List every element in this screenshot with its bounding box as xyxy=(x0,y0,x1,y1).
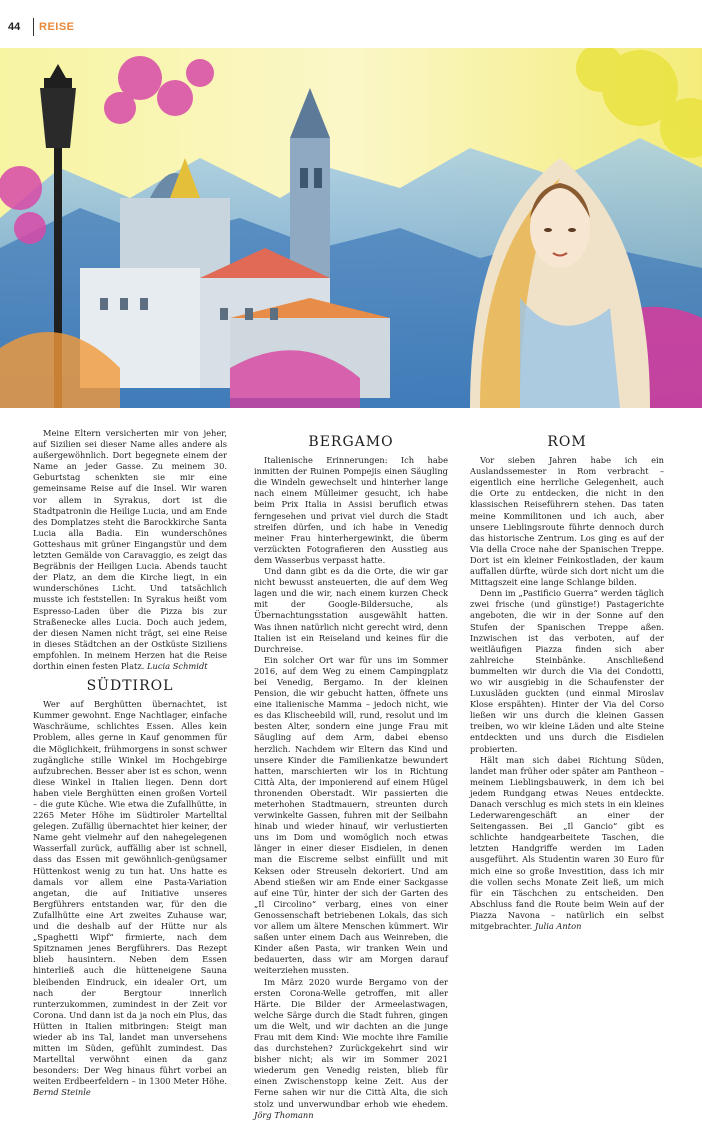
rom-paragraph-1: Vor sieben Jahren habe ich ein Auslandssemester in Rom verbracht – eigentlich eine herrliche Gelegenheit, auch die Orte zu entdecken, die nicht in den klassischen Reiseführern stehen. Das taten meine Kommilitonen und ich auch, aber unsere Lieblingsroute führte dennoch durch das historische Zentrum. Los ging es auf der Via della Croce nahe der Spanischen Treppe. Dort ist ein kleiner Feinkostladen, der kaum auffallen dürfte, würde sich dort nicht um die Mittagszeit eine lange Schlange bilden. xyxy=(470,455,664,588)
rom-heading: ROM xyxy=(547,434,587,450)
bergamo-heading: BERGAMO xyxy=(308,434,394,450)
section-label: REISE xyxy=(39,21,75,33)
text-column-3 xyxy=(470,428,664,932)
suedtirol-author: Bernd Steinle xyxy=(33,1087,91,1098)
bergamo-paragraph-2: Und dann gibt es da die Orte, die wir gar nicht bewusst ansteuerten, die auf dem Weg lagen und die wir, nach einem kurzen Check mit der Google-Bildersuche, als Übernachtungsstation ausgewählt hatten. Was ihnen natürlich nicht gerecht wird, denn Italien ist ein Reiseland und keines für die Durchreise. xyxy=(254,566,448,654)
bergamo-paragraph-3: Ein solcher Ort war für uns im Sommer 2016, auf dem Weg zu einem Campingplatz bei Venedig, Bergamo. In der kleinen Pension, die wir gebucht hatten, öffnete uns eine italienische Mamma – jedoch nicht, wie es das Klischeebild will, rund, resolut und im besten Alter, sondern eine junge Frau mit Säugling auf dem Arm, dabei ebenso herzlich. Nachdem wir Eltern das Kind und unsere Kinder die Familienkatze bewundert hatten, marschierten wir los in Richtung Città Alta, der imponierend auf einem Hügel thronenden Oberstadt. Wir passierten die meterhohen Stadtmauern, streunten durch verwinkelte Gassen, fuhren mit der Seilbahn hinab und wieder hinauf, wir verlustierten uns im Dom und womöglich noch etwas länger in einer dieser Eisdielen, in denen man die Eiscreme selbst einfüllt und mit Keksen oder Streuseln dekoriert. Und am Abend stießen wir am Ende einer Sackgasse auf eine Tür, hinter der sich der Garten des „Il Circolino“ verbarg, eines von einer Genossenschaft betriebenen Lokals, das sich vor allem um ältere Menschen kümmert. Wir saßen unter einem Dach aus Weinreben, die Kinder aßen Pasta, wir tranken Wein und bedauerten, dass wir am Morgen darauf weiterziehen mussten. xyxy=(254,654,448,976)
text-column-1 xyxy=(33,428,227,1099)
page-header xyxy=(0,0,702,44)
page-number: 44 xyxy=(8,21,21,33)
rom-author: Julia Anton xyxy=(534,921,582,932)
bergamo-paragraph-1: Italienische Erinnerungen: Ich habe inmitten der Ruinen Pompejis einen Säugling die Windeln gewechselt und hinterher lange nach einem Mülleimer gesucht, ich habe beim Prix Italia in Assisi beruflich etwas ferngesehen und privat viel durch die Stadt streifen dürfen, und ich habe in Venedig meiner Frau hinterhergewinkt, die überm verzückten Fotografieren den Ausstieg aus dem Wasserbus verpasst hatte. xyxy=(254,455,448,565)
rom-paragraph-3: Hält man sich dabei Richtung Süden, landet man früher oder später am Pantheon – meinem Lieblingsbauwerk, in dem ich bei jedem Rundgang etwas Neues entdeckte. Danach verschlug es mich stets in ein kleines Lederwarengeschäft an einer der Seitengassen. Bei „Il Gancio“ gibt es schlichte handgearbeitete Taschen, die letzten Handgriffe werden im Laden ausgeführt. Als Studentin waren 30 Euro für mich eine so große Investition, dass ich mir die vollen sechs Monate Zeit ließ, um mich für ein Täschchen zu entscheiden. Den Abschluss fand die Route beim Wein auf der Piazza Navona – natürlich ein selbst mitgebrachter. xyxy=(470,754,664,932)
suedtirol-heading: SÜDTIROL xyxy=(86,678,174,695)
suedtirol-paragraph-1: Wer auf Berghütten übernachtet, ist Kummer gewohnt. Enge Nachtlager, einfache Waschräume, schlichtes Essen. Alles kein Problem, alles gerne in Kauf genommen für die Möglichkeit, frühmorgens in sonst schwer zugängliche stille Winkel im Hochgebirge aufzubrechen. Besser aber ist es schon, wenn diese Winkel in Italien liegen. Denn dort haben viele Berghütten einen großen Vorteil – die gute Küche. Wie etwa die Zufallhütte, in 2265 Meter Höhe im Südtiroler Martelltal gelegen. Zufällig übernachtet hier keiner, der Name geht vielmehr auf den nahegelegenen Wasserfall zurück, auffällig aber ist schnell, dass das Essen mit gewöhnlich-genügsamer Hüttenkost wenig zu tun hat. Uns hatte es damals vor allem eine Pasta-Variation angetan, die auf Initiative unseres Bergführers entstanden war, für den die Zufallhütte eine Art zweites Zuhause war, und die deshalb auf der Hütte nur als „Spaghetti Wipf“ firmierte, nach dem Spitznamen jenes Bergführers. Das Rezept blieb hausintern. Neben dem Essen hinterließ auch die hütteneigene Sauna bleibenden Eindruck, ein idealer Ort, um nach der Bergtour innerlich runterzukommen, zumindest in der Zeit vor Corona. Und dann ist da ja noch ein Plus, das Hütten in Italien mitbringen: Steigt man wieder ab ins Tal, landet man unversehens mitten im Süden, gefühlt zumindest. Das Martelltal verwöhnt einen da ganz besonders: Der Weg hinaus führt vorbei an weiten Erdbeerfeldern – in 1300 Meter Höhe. xyxy=(33,699,227,1087)
bergamo-paragraph-4: Im März 2020 wurde Bergamo von der ersten Corona-Welle getroffen, mit aller Härte. Die Bilder der Armeelastwagen, welche Särge durch die Stadt fuhren, gingen um die Welt, und wir dachten an die junge Frau mit dem Kind: Wie mochte ihre Familie das durchstehen? Zurückgekehrt sind wir bisher nicht; als wir im Sommer 2021 wiederum gen Venedig reisten, blieb für einen Zwischenstopp keine Zeit. Aus der Ferne sahen wir nur die Città Alta, die sich stolz und unverwundbar erhob wie ehedem. xyxy=(254,976,448,1109)
rom-paragraph-2: Denn im „Pastificio Guerra“ werden täglich zwei frische (und günstige!) Pastagerichte angeboten, die wir in der Sonne auf den Stufen der Spanischen Treppe aßen. Inzwischen ist das verboten, auf der weitläufigen Piazza finden sich aber zahlreiche Steinbänke. Anschließend bummelten wir durch die Via dei Condotti, wo wir ausgiebig in die Schaufenster der Luxusläden guckten (und einmal Miroslav Klose erspähten). Hinter der Via del Corso ließen wir uns durch die kleinen Gassen treiben, wo wir kleine Läden und alte Steine entdeckten und uns durch die Eisdielen probierten. xyxy=(470,588,664,754)
sizilien-paragraph-1: Meine Eltern versicherten mir von jeher, auf Sizilien sei dieser Name alles andere als außergewöhnlich. Dort begegnete einem der Name an jeder Gasse. Zu meinem 30. Geburtstag schenkten sie mir eine gemeinsame Reise auf die Insel. Wir waren vor allem in Syrakus, dort ist die Stadtpatronin die Heilige Lucia, und am Ende des Domplatzes steht die Barockkirche Santa Lucia alla Badia. Ein wunderschönes Gotteshaus mit grüner Eingangstür und dem letzten Gemälde von Caravaggio, es zeigt das Begräbnis der Heiligen Lucia. Abends taucht der Platz, an dem die Kirche liegt, in ein wunderschönes Licht. Und tatsächlich musste ich feststellen: In Syrakus heißt vom Espresso-Laden über die Pizza bis zur Straßenecke alles Lucia. Doch auch jedem, der diesen Namen nicht trägt, sei eine Reise in dieses Städtchen an der Ostküste Siziliens empfohlen. In meinem Herzen hat die Reise dorthin einen festen Platz. xyxy=(33,428,227,671)
sizilien-author: Lucia Schmidt xyxy=(147,660,208,671)
bergamo-author: Jörg Thomann xyxy=(254,1109,314,1120)
header-divider xyxy=(33,18,34,36)
text-column-2 xyxy=(254,428,448,1121)
italy-travel-illustration xyxy=(0,48,702,408)
